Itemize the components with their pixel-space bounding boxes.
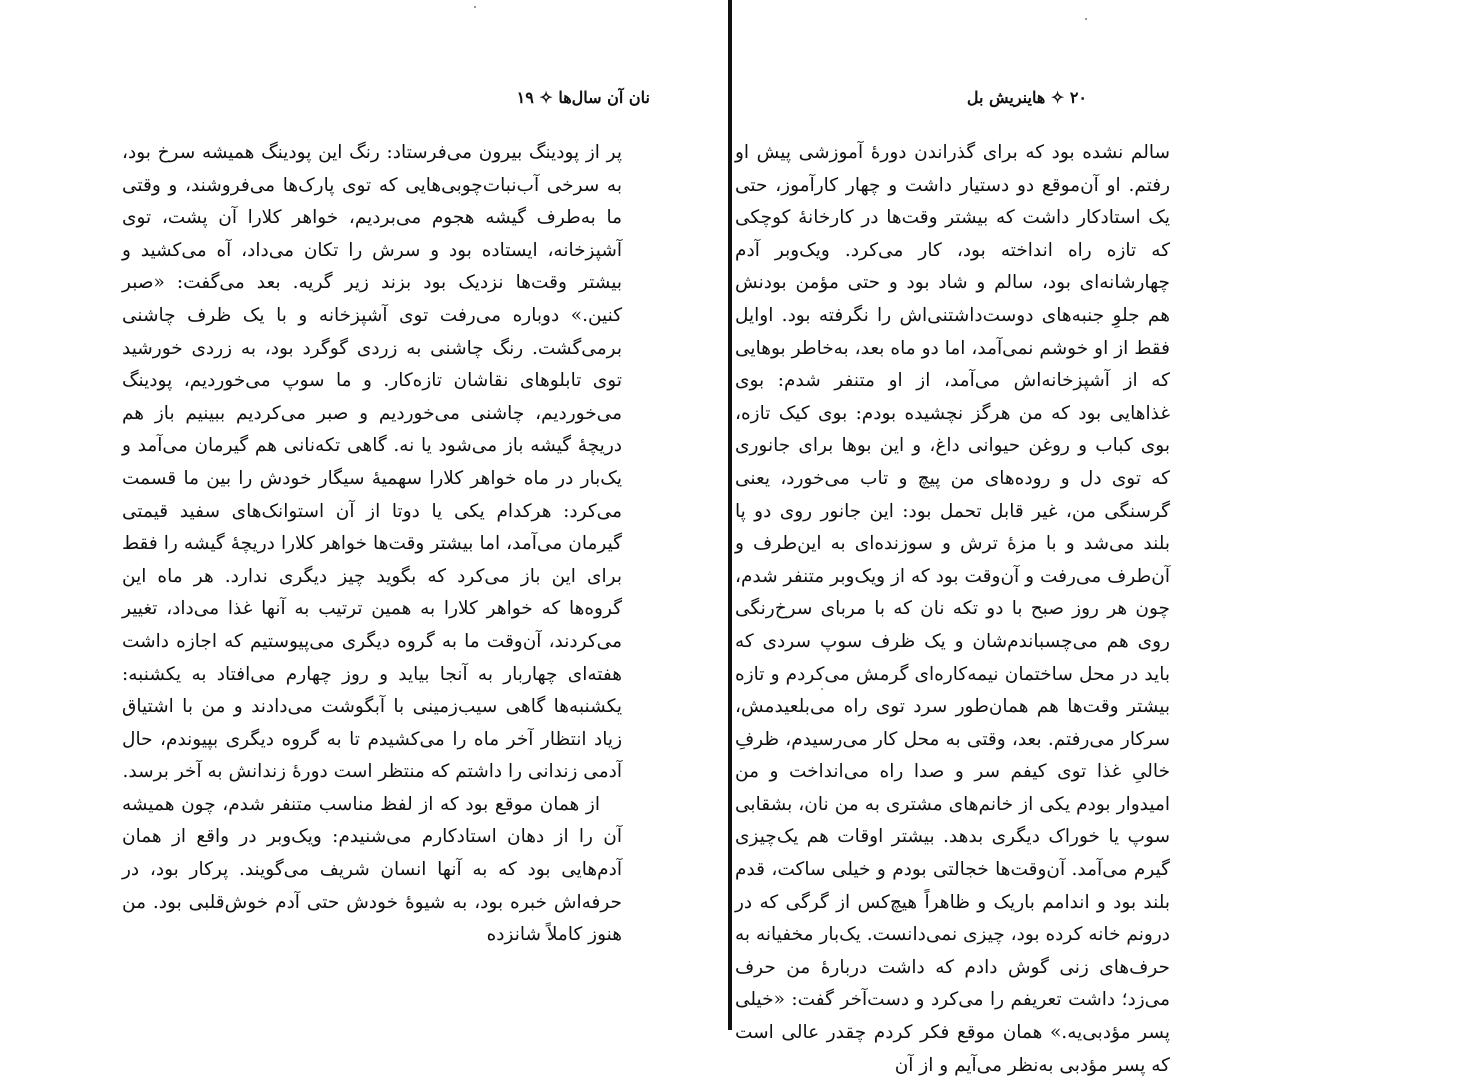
left-page [0,0,728,1030]
scan-speck [821,688,823,690]
right-page [735,0,1460,1076]
page-divider [728,0,732,1030]
scan-speck [1085,18,1087,20]
paragraph: پر از پودینگ بیرون می‌فرستاد: رنگ این پودینگ همیشه سرخ بود، به سرخی آب‌نبات‌چوبی‌هایی که توی پارک‌ها می‌فروشند، و وقتی ما به‌طرف گیشه هجوم می‌بردیم، خواهر کلارا آن پشت، توی آشپزخانه، ایستاده بود و سرش را تکان می‌داد، آه می‌کشید و بیشتر وقت‌ها نزدیک بود بزند زیر گریه. بعد می‌گفت: «صبر کنین.» دوباره می‌رفت توی آشپزخانه و با یک ظرف چاشنی برمی‌گشت. رنگ چاشنی به زردی گوگرد بود، به زردی خورشید توی تابلوهای نقاشان تازه‌کار. و ما سوپ می‌خوردیم، پودینگ می‌خوردیم، چاشنی می‌خوردیم و صبر می‌کردیم ببینیم باز هم دریچهٔ گیشه باز می‌شود یا نه. گاهی تکه‌نانی هم گیرمان می‌آمد و یک‌بار در ماه خواهر کلارا سهمیهٔ سیگار خودش را بین ما قسمت می‌کرد: هرکدام یکی یا دوتا از آن استوانک‌های سفید قیمتی گیرمان می‌آمد، اما بیشتر وقت‌ها خواهر کلارا دریچهٔ گیشه را فقط برای این باز می‌کرد که بگوید چیز دیگری ندارد. هر ماه این گروه‌ها که خواهر کلارا به همین ترتیب به آنها غذا می‌داد، تغییر می‌کردند، آن‌وقت ما به گروه دیگری می‌پیوستیم که اجازه داشت هفته‌ای چهاربار به آنجا بیاید و روز چهارم می‌افتاد به یکشنبه: یکشنبه‌ها گاهی سیب‌زمینی با آبگوشت می‌دادند و من با اشتیاق زیاد انتظار آخر ماه را می‌کشیدم تا به گروه دیگری بپیوندم، حال آدمی زندانی را داشتم که منتظر است دورهٔ زندانش به آخر برسد. [122,142,622,783]
right-page-text [735,137,1170,1082]
running-head-right: ۲۰ ✧ هاینریش بل [966,88,1087,107]
scan-speck [474,6,476,8]
left-page-text [122,137,622,952]
running-head-left: نان آن سال‌ها ✧ ۱۹ [516,88,650,107]
paragraph: از همان موقع بود که از لفظ مناسب متنفر شدم، چون همیشه آن را از دهان استادکارم می‌شنیدم: ویک‌وبر در واقع از همان آدم‌هایی بود که به آنها انسان شریف می‌گویند. پرکار بود، در حرفه‌اش خبره بود، به شیوهٔ خودش حتی آدم خوش‌قلبی بود. من هنوز کاملاً شانزده [122,793,622,946]
paragraph: سالم نشده بود که برای گذراندن دورهٔ آموزشی پیش او رفتم. او آن‌موقع دو دستیار داشت و چهار کارآموز، حتی یک استادکار داشت که بیشتر وقت‌ها در کارخانهٔ کوچکی که تازه راه انداخته بود، کار می‌کرد. ویک‌وبر آدم چهارشانه‌ای بود، سالم و شاد بود و حتی مؤمن بودنش هم جلوِ جنبه‌های دوست‌داشتنی‌اش را نگرفته بود. اوایل فقط از او خوشم نمی‌آمد، اما دو ماه بعد، به‌خاطر بوهایی که از آشپزخانه‌اش می‌آمد، از او متنفر شدم: بوی غذاهایی بود که من هرگز نچشیده بودم: بوی کیک تازه، بوی کباب و روغن حیوانی داغ، و این بوها برای جانوری که توی دل و روده‌های من پیچ و تاب می‌خورد، یعنی گرسنگی من، غیر قابل تحمل بود: این جانور روی دو پا بلند می‌شد و با مزهٔ ترش و سوزنده‌ای به این‌طرف و آن‌طرف می‌رفت و آن‌وقت بود که از ویک‌وبر متنفر شدم، چون هر روز صبح با دو تکه نان که با مربای سرخ‌رنگی روی هم می‌چسباندم‌شان و یک ظرف سوپ سردی که باید در محل ساختمان نیمه‌کاره‌ای گرمش می‌کردم و تازه بیشتر وقت‌ها هم همان‌طور سرد توی راه می‌بلعیدمش، سرکار می‌رفتم. بعد، وقتی به محل کار می‌رسیدم، ظرفِ خالیِ غذا توی کیفم سر و صدا راه می‌انداخت و من امیدوار بودم یکی از خانم‌های مشتری به من نان، بشقابی سوپ یا خوراک دیگری بدهد. بیشتر اوقات هم یک‌چیزی گیرم می‌آمد. آن‌وقت‌ها خجالتی بودم و خیلی ساکت، قدم بلند بود و اندامم باریک و ظاهراً هیچ‌کس از گرگی که در درونم خانه کرده بود، چیزی نمی‌دانست. یک‌بار مخفیانه به حرف‌های زنی گوش دادم که داشت دربارهٔ من حرف می‌زد؛ داشت تعریفم را می‌کرد و دست‌آخر گفت: «خیلی پسر مؤدبی‌یه.» همان موقع فکر کردم چقدر عالی است که پسر مؤدبی به‌نظر می‌آیم و از آن [735,142,1170,1076]
